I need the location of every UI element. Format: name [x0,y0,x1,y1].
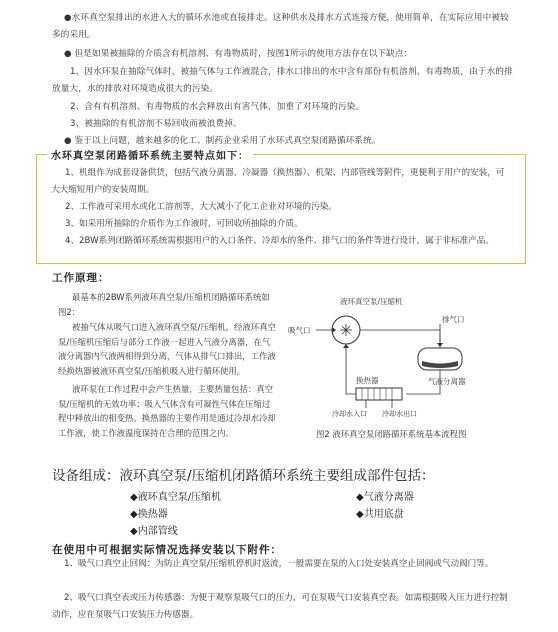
features-title: 水环真空泵闭路循环系统主要特点如下： [47,147,253,162]
feature-item-4: 4、2BW系列闭路循环系统需根据用户的入口条件、冷却水的条件、排气口的条件等进行设计，属于非标准产品。 [65,236,494,246]
features-box [36,151,526,264]
feature-item-1: 1、机组作为成套设备供货，包括气液分离器、冷凝器（换热器）、机架、内部管线等附件，更便利于用户的安装，可大大缩短用户的安装周期。 [51,168,505,195]
principle-paragraph-1: 最基本的2BW系列液环真空泵/压缩机闭路循环系统如图2： [58,292,270,317]
diagram-caption: 图2 液环真空泵闭路循环系统基本流程图 [316,429,467,439]
intro-paragraph-6: ● 鉴于以上问题，越来越多的化工、制药企业采用了水环式真空泵闭路循环系统。 [64,136,381,146]
equipment-item-exchanger: ◆换热器 [130,509,168,520]
principle-paragraph-2: 被抽气体从吸气口进入液环真空泵/压缩机，经液环真空泵/压缩机压缩后与部分工作液一起进入气液分离器，在气液分离器内气液两相得到分离，气体从排气口排出，工作液经换热器被液环真空泵/压缩机吸入进行循环使用。 [58,322,276,376]
pump-icon [340,324,352,336]
feature-item-2: 2、工作液可采用水或化工溶剂等，大大减小了化工企业对环境的污染。 [65,202,337,212]
intro-paragraph-3: 1、因水环泵在抽除气体时，被抽气体与工作液混合，排水口排出的水中含有部份有机溶剂、有毒物质，由于水的排放量大，水的排放对环境造成很大的污染。 [52,67,513,94]
equipment-item-pump: ◆液环真空泵/压缩机 [130,492,222,503]
equipment-item-piping: ◆内部管线 [130,526,178,537]
pump-label: 液环真空泵/压缩机 [340,297,403,306]
flow-diagram [288,290,488,425]
equipment-item-separator: ◆气液分离器 [356,492,414,503]
accessory-item-2: 2、吸气口真空表或压力传感器：为便于观察泵吸气口的压力，可在泵吸气口安装真空表。如需根据吸入压力进行控制动作，应在泵吸气口安装压力传感器。 [52,593,508,620]
accessory-item-1: 1、吸气口真空止回阀：为防止真空泵/压缩机停机时返流，一般需要在泵的入口处安装真空止回阀或气动阀门等。 [64,559,494,569]
intro-paragraph-1: ●水环真空泵排出的水进入大的循环水池或直接排走。这种供水及排水方式连接方便，使用简单，在实际应用中被较多的采用。 [52,13,509,40]
principle-title: 工作原理： [52,272,110,284]
coolant-in-label: 冷却水入口 [332,410,367,418]
exchanger-label: 换热器 [356,376,379,385]
intro-paragraph-4: 2、含有有机溶剂、有毒物质的水会释放出有害气体，加重了对环境的污染。 [70,102,365,112]
coolant-out-label: 冷却水出口 [382,410,417,418]
exhaust-label: 排气口 [442,315,465,324]
exchanger-symbol [356,388,402,400]
feature-item-3: 3、如采用所抽除的介质作为工作液时，可回收所抽除的介质。 [65,219,303,229]
principle-paragraph-3: 液环泵在工作过程中会产生热量，主要热量包括：真空泵/压缩机的无效功率；吸入气体含有可凝性气体在压缩过程中释放出的相变热。换热器的主要作用是通过冷却水冷却工作液，使工作液温度保持在合理的范围之内。 [58,384,276,438]
accessories-title: 在使用中可根据实际情况选择安装以下附件： [52,544,282,556]
separator-label: 气液分离器 [428,377,466,386]
intro-paragraph-2: ● 但是如果被抽除的介质含有机溶剂、有毒物质时，按图1所示的使用方法存在以下缺点： [64,49,413,59]
equipment-item-base: ◆共用底盘 [356,509,404,520]
inlet-label: 吸气口 [288,326,311,335]
equipment-title: 设备组成：液环真空泵/压缩机闭路循环系统主要组成部件包括： [52,468,435,484]
intro-paragraph-5: 3、被抽除的有机溶剂不易回收而被浪费掉。 [70,119,242,129]
